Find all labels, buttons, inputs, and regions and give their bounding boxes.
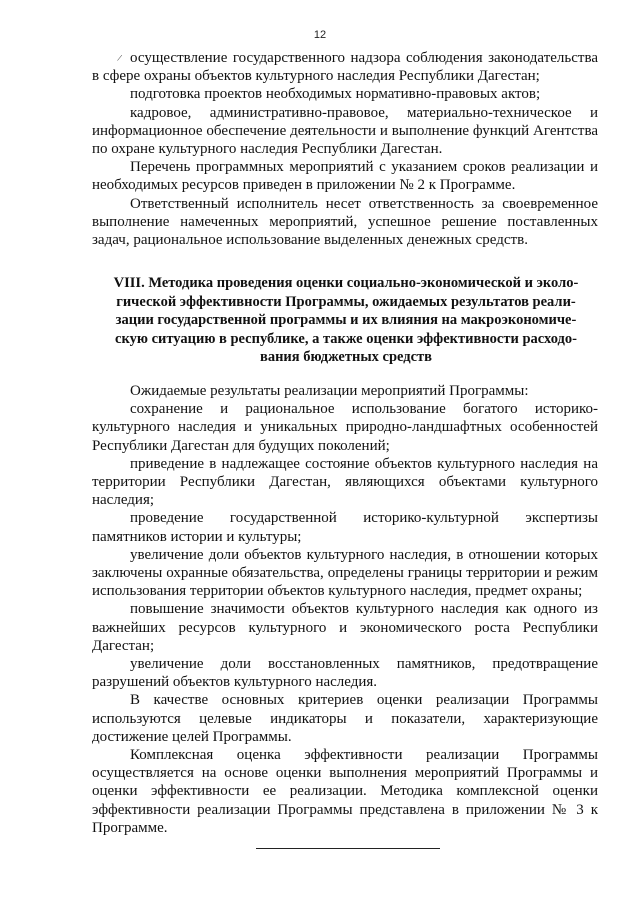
paragraph: приведение в надлежащее состояние объектов культурного наследия на территории Республики Дагестан, являющихся объектами культурного наследия; bbox=[92, 455, 598, 509]
paragraph: увеличение доли восстановленных памятников, предотвращение разрушений объектов культурного наследия. bbox=[92, 656, 598, 691]
paragraph: проведение государственной историко-культурной экспертизы памятников истории и культуры; bbox=[92, 510, 598, 545]
heading-line: зации государственной программы и их влияния на макроэкономиче- bbox=[115, 312, 577, 328]
heading-line: гической эффективности Программы, ожидаемых результатов реали- bbox=[116, 293, 576, 310]
end-rule bbox=[256, 848, 440, 849]
paragraph: В качестве основных критериев оценки реализации Программы используются целевые индикаторы и показатели, характеризующие достижение целей Программы. bbox=[92, 692, 598, 745]
heading-line: вания бюджетных средств bbox=[260, 349, 432, 365]
paragraph: Комплексная оценка эффективности реализации Программы осуществляется на основе оценки выполнения мероприятий Программы и оценки эффективности ее реализации. Методика комплексной оценки эффективности реализации Программы представлена в приложении № 3 к Программе. bbox=[92, 747, 598, 836]
paragraph: увеличение доли объектов культурного наследия, в отношении которых заключены охранные обязательства, определены границы территории и режим использования территории объектов культурного наследия, предмет охраны; bbox=[92, 546, 598, 600]
paragraph: сохранение и рациональное использование богатого историко-культурного наследия и уникальных природно-ландшафтных особенностей Республики Дагестан для будущих поколений; bbox=[92, 401, 598, 454]
paragraph: Перечень программных мероприятий с указанием сроков реализации и необходимых ресурсов приведен в приложении № 2 к Программе. bbox=[92, 159, 598, 194]
paragraph: осуществление государственного надзора соблюдения законодательства в сфере охраны объектов культурного наследия Республики Дагестан; bbox=[92, 50, 598, 85]
section-1-text bbox=[92, 49, 598, 249]
paragraph: подготовка проектов необходимых нормативно-правовых актов; bbox=[130, 86, 541, 103]
heading-line: VIII. Методика проведения оценки социально-экономической и эколо- bbox=[113, 275, 579, 291]
page-number: 12 bbox=[313, 29, 327, 41]
paragraph: Ожидаемые результаты реализации мероприятий Программы: bbox=[130, 383, 529, 399]
paragraph: повышение значимости объектов культурного наследия как одного из важнейших ресурсов культурного и экономического роста Республики Дагестан; bbox=[92, 601, 598, 654]
paragraph: Ответственный исполнитель несет ответственность за своевременное выполнение намеченных мероприятий, успешное решение поставленных задач, рациональное использование выделенных денежных средств. bbox=[92, 195, 598, 249]
section-heading bbox=[96, 274, 596, 367]
margin-mark: / bbox=[116, 52, 123, 65]
paragraph: кадровое, административно-правовое, материально-техническое и информационное обеспечение деятельности и выполнение функций Агентства по охране культурного наследия Республики Дагестан. bbox=[92, 104, 598, 158]
heading-line: скую ситуацию в республике, а также оценки эффективности расходо- bbox=[115, 330, 577, 347]
section-2-text bbox=[92, 382, 598, 837]
